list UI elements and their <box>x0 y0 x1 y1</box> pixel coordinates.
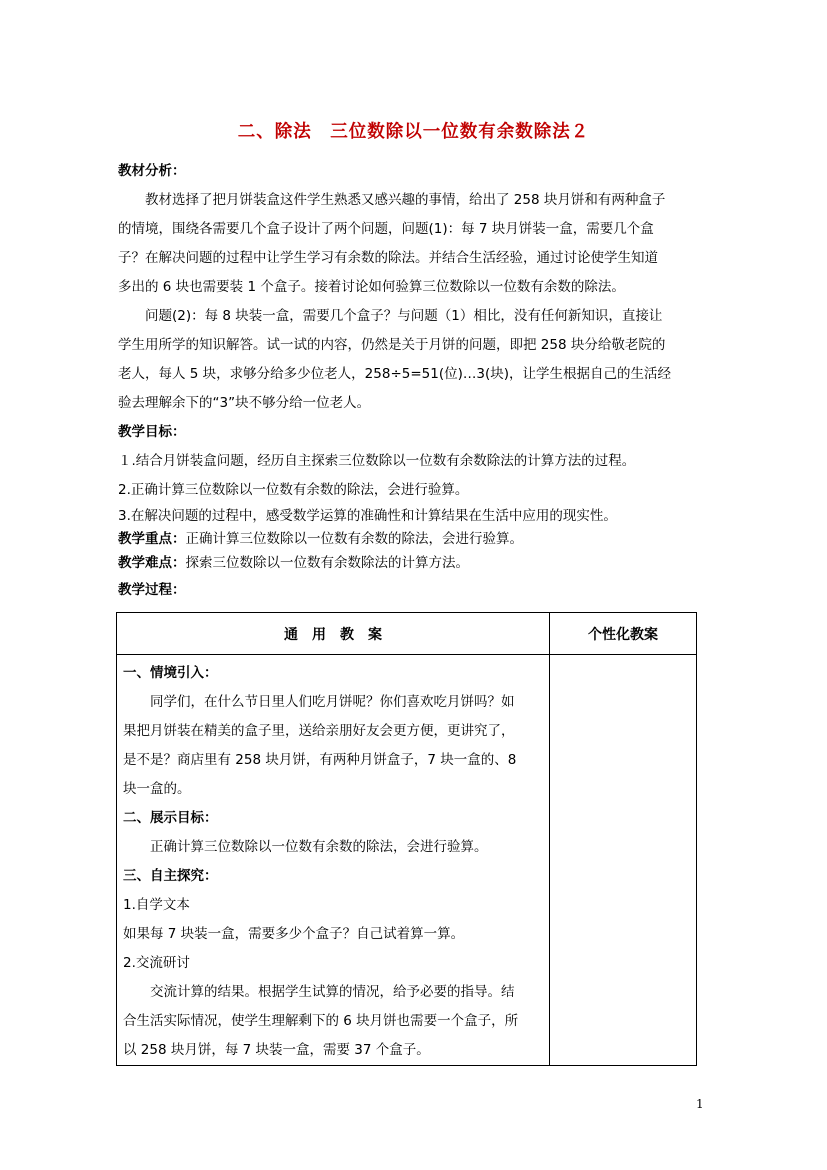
header-general-plan: 通 用 教 案 <box>117 613 550 655</box>
key-point <box>118 527 706 551</box>
text-line: 合生活实际情况，使学生理解剩下的 6 块月饼也需要一个盒子，所 <box>123 1013 519 1029</box>
header-personal-plan: 个性化教案 <box>550 613 697 655</box>
text-line: 学生用所学的知识解答。试一试的内容，仍然是关于月饼的问题，即把 258 块分给敬老院的 <box>118 337 666 353</box>
difficulty-label: 教学难点： <box>118 555 186 571</box>
text-line: 是不是？商店里有 258 块月饼，有两种月饼盒子，7 块一盒的、8 <box>123 752 517 768</box>
intro-heading: 一、情境引入： <box>123 665 218 681</box>
text-line: 交流计算的结果。根据学生试算的情况，给予必要的指导。结 <box>150 984 515 1000</box>
key-point-label: 教学重点： <box>118 531 186 547</box>
explore-sub2: 2.交流研讨 <box>123 955 190 971</box>
process-heading: 教学过程： <box>118 582 186 598</box>
table-header-row <box>117 613 697 655</box>
lesson-plan-table <box>116 612 697 1066</box>
text-line: 子？在解决问题的过程中让学生学习有余数的除法。并结合生活经验，通过讨论使学生知道 <box>118 250 658 266</box>
text-line: 同学们，在什么节日里人们吃月饼呢？你们喜欢吃月饼吗？如 <box>150 694 515 710</box>
difficulty-text: 探索三位数除以一位数有余数除法的计算方法。 <box>185 555 469 571</box>
text-line: 问题(2)：每 8 块装一盒，需要几个盒子？与问题（1）相比，没有任何新知识，直接让 <box>145 308 663 324</box>
text-line: 块一盒的。 <box>123 781 191 797</box>
goal-item: １.结合月饼装盒问题，经历自主探索三位数除以一位数有余数除法的计算方法的过程。 <box>118 453 636 469</box>
general-plan-cell <box>117 655 550 1066</box>
explore-sub1-text: 如果每 7 块装一盒，需要多少个盒子？自己试着算一算。 <box>123 926 465 942</box>
material-analysis-section <box>118 157 706 605</box>
text-line: 教材选择了把月饼装盒这件学生熟悉又感兴趣的事情，给出了 258 块月饼和有两种盒子 <box>145 192 666 208</box>
text-line: 以 258 块月饼，每 7 块装一盒，需要 37 个盒子。 <box>123 1042 430 1058</box>
analysis-paragraph-2-cont <box>118 331 706 418</box>
personal-plan-cell <box>550 655 697 1066</box>
analysis-paragraph-2 <box>118 302 706 331</box>
goal-item: 3.在解决问题的过程中，感受数学运算的准确性和计算结果在生活中应用的现实性。 <box>118 508 617 524</box>
goal-item: 2.正确计算三位数除以一位数有余数的除法，会进行验算。 <box>118 482 469 498</box>
goal-display-text: 正确计算三位数除以一位数有余数的除法，会进行验算。 <box>150 839 488 855</box>
text-line: 老人，每人 5 块，求够分给多少位老人，258÷5=51(位)…3(块)，让学生根据自己的生活经 <box>118 366 671 382</box>
explore-sub1: 1.自学文本 <box>123 897 190 913</box>
analysis-heading: 教材分析： <box>118 163 186 179</box>
analysis-paragraph-1 <box>118 186 706 215</box>
text-line: 果把月饼装在精美的盒子里，送给亲朋好友会更方便，更讲究了， <box>123 723 515 739</box>
table-content-row <box>117 655 697 1066</box>
text-line: 验去理解余下的“3”块不够分给一位老人。 <box>118 395 371 411</box>
text-line: 多出的 6 块也需要装 1 个盒子。接着讨论如何验算三位数除以一位数有余数的除法。 <box>118 279 625 295</box>
page-number: 1 <box>696 1097 704 1111</box>
explore-heading: 三、自主探究： <box>123 868 218 884</box>
key-point-text: 正确计算三位数除以一位数有余数的除法，会进行验算。 <box>185 531 523 547</box>
text-line: 的情境，围绕各需要几个盒子设计了两个问题，问题(1)：每 7 块月饼装一盒，需要几个盒 <box>118 221 654 237</box>
goal-display-heading: 二、展示目标： <box>123 810 218 826</box>
analysis-paragraph-1-cont <box>118 215 706 302</box>
page-title: 二、除法 三位数除以一位数有余数除法２ <box>237 122 590 142</box>
goals-heading: 教学目标： <box>118 424 186 440</box>
difficulty <box>118 551 706 575</box>
